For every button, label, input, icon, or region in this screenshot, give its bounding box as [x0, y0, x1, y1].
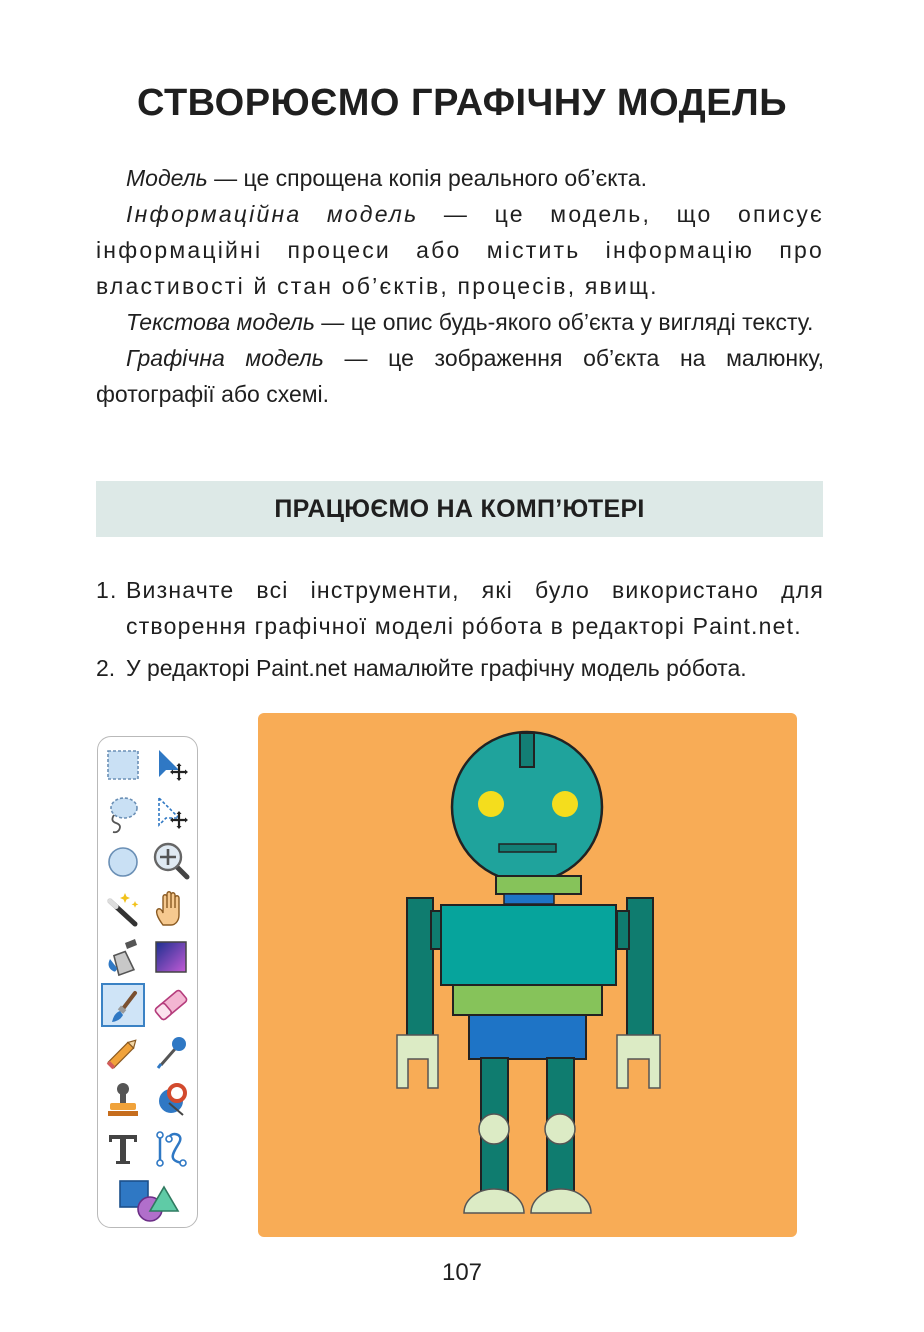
page-number: 107	[441, 1259, 483, 1286]
task-item: 2. У редакторі Paint.net намалюйте графічну модель ро́бота.	[96, 655, 747, 681]
robot-right-eye	[552, 791, 578, 817]
paintbrush-icon[interactable]	[101, 983, 145, 1027]
line-curve-icon[interactable]	[149, 1127, 193, 1171]
robot-left-foot	[464, 1189, 524, 1213]
robot-right-foot	[531, 1189, 591, 1213]
definition-text-model: Текстова модель — це опис будь-якого об’єкта у вигляді тексту.	[126, 309, 814, 335]
magic-wand-icon[interactable]	[101, 887, 145, 931]
robot-left-hand	[397, 1035, 438, 1088]
page-title: СТВОРЮЄМО ГРАФІЧНУ МОДЕЛЬ	[136, 82, 788, 124]
robot-shorts	[469, 1015, 586, 1059]
robot-waist	[453, 985, 602, 1015]
recolor-icon[interactable]	[149, 1079, 193, 1123]
lasso-select-icon[interactable]	[101, 791, 145, 835]
robot-right-shoulder	[617, 911, 629, 949]
robot-head-antenna	[520, 733, 534, 767]
ellipse-select-icon[interactable]	[101, 839, 145, 883]
term-information-model: Інформаційна модель	[126, 201, 419, 227]
shapes-icon[interactable]	[116, 1177, 182, 1223]
robot-left-knee	[479, 1114, 509, 1144]
robot-left-arm	[407, 898, 433, 1039]
eraser-icon[interactable]	[149, 983, 193, 1027]
pencil-icon[interactable]	[101, 1031, 145, 1075]
robot-right-hand	[617, 1035, 660, 1088]
robot-neck	[496, 876, 581, 894]
robot-torso	[441, 905, 616, 985]
gradient-icon[interactable]	[149, 935, 193, 979]
robot-left-eye	[478, 791, 504, 817]
definition-information-model: Інформаційна модель — це модель, що описує інформаційні процеси або містить інформацію про властивості й стан об’єктів, процесів, явищ.	[96, 201, 824, 299]
pan-hand-icon[interactable]	[149, 887, 193, 931]
robot-graphic-model	[258, 713, 797, 1237]
robot-right-arm	[627, 898, 653, 1039]
color-picker-icon[interactable]	[149, 1031, 193, 1075]
robot-collar	[504, 894, 554, 904]
robot-right-knee	[545, 1114, 575, 1144]
move-selection-icon[interactable]	[149, 791, 193, 835]
definition-graphic-model: Графічна модель — це зображення об’єкта на малюнку, фотографії або схемі.	[96, 345, 824, 407]
robot-mouth	[499, 844, 556, 852]
text-icon[interactable]	[101, 1127, 145, 1171]
move-selected-pixels-icon[interactable]	[149, 743, 193, 787]
task-item: 1. Визначте всі інструменти, які було використано для створення графічної моделі ро́бота в редакторі Paint.net.	[96, 577, 824, 639]
task-list	[96, 572, 824, 692]
term-model: Модель	[126, 165, 208, 191]
rectangle-select-icon[interactable]	[101, 743, 145, 787]
paint-bucket-icon[interactable]	[101, 935, 145, 979]
term-graphic-model: Графічна модель	[126, 345, 324, 371]
clone-stamp-icon[interactable]	[101, 1079, 145, 1123]
term-text-model: Текстова модель	[126, 309, 315, 335]
definition-model: Модель — це спрощена копія реального об’єкта.	[126, 165, 647, 191]
zoom-icon[interactable]	[149, 839, 193, 883]
definitions	[96, 160, 824, 412]
section-heading: ПРАЦЮЄМО НА КОМП’ЮТЕРІ	[96, 481, 823, 537]
paintnet-tools-panel	[97, 736, 198, 1228]
